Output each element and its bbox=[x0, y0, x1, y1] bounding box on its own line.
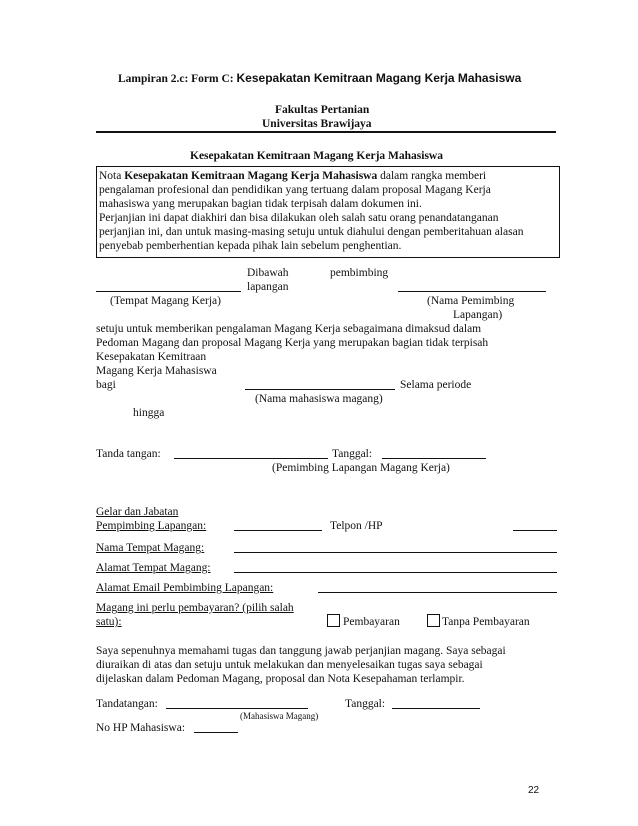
selama-periode-text: Selama periode bbox=[400, 379, 472, 391]
hp-mahasiswa-field[interactable] bbox=[194, 732, 238, 733]
nama-tempat-label: Nama Tempat Magang: bbox=[96, 542, 205, 554]
pembimbing-lapangan-label: Pempimbing Lapangan: bbox=[96, 520, 207, 532]
nama-pembimbing-field[interactable] bbox=[398, 291, 546, 292]
telpon-field[interactable] bbox=[513, 530, 557, 531]
dibawah-text: Dibawah bbox=[247, 267, 289, 279]
tanda-tangan-field[interactable] bbox=[174, 458, 328, 459]
pedoman-line: Pedoman Magang dan proposal Magang Kerja yang merupakan bagian tidak terpisah bbox=[96, 337, 489, 349]
tanpa-pembayaran-checkbox[interactable] bbox=[427, 614, 440, 627]
pembayaran-question-2: satu): bbox=[96, 616, 122, 628]
pembayaran-option-label: Pembayaran bbox=[343, 616, 400, 628]
kesepakatan-text: Kesepakatan Kemitraan bbox=[96, 351, 207, 363]
university-name: Universitas Brawijaya bbox=[262, 118, 372, 130]
tanggal-mahasiswa-label: Tanggal: bbox=[345, 698, 386, 710]
alamat-email-field[interactable] bbox=[318, 592, 557, 593]
nota-line-2: pengalaman profesional dan pendidikan yang tertuang dalam proposal Magang Kerja bbox=[99, 184, 491, 196]
magang-kerja-mahasiswa-text: Magang Kerja Mahasiswa bbox=[96, 365, 217, 377]
pembimbing-text: pembimbing bbox=[330, 267, 389, 279]
nota-line-1 bbox=[99, 169, 554, 183]
tanggal-mahasiswa-field[interactable] bbox=[392, 708, 480, 709]
statement-line-2: diuraikan di atas dan setuju untuk melakukan dan menyelesaikan tugas saya sebagai bbox=[96, 659, 483, 671]
pembimbing-signature-caption: (Pemimbing Lapangan Magang Kerja) bbox=[272, 462, 450, 474]
tandatangan-label: Tandatangan: bbox=[96, 698, 158, 710]
page-number: 22 bbox=[528, 785, 540, 796]
gelar-jabatan-field[interactable] bbox=[234, 530, 322, 531]
lapangan-caption: Lapangan) bbox=[453, 309, 503, 321]
hp-mahasiswa-label: No HP Mahasiswa: bbox=[96, 722, 186, 734]
nota-line-6: penyebab pemberhentian kepada pihak lain sebelum penghentian. bbox=[99, 240, 402, 252]
lapangan-text: lapangan bbox=[247, 281, 289, 293]
tempat-magang-caption: (Tempat Magang Kerja) bbox=[110, 295, 221, 307]
bagi-text: bagi bbox=[96, 379, 116, 391]
alamat-email-label: Alamat Email Pembimbing Lapangan: bbox=[96, 582, 274, 594]
hingga-text: hingga bbox=[133, 407, 165, 419]
form-prefix: Lampiran 2.c: Form C: bbox=[118, 73, 234, 85]
tanggal-label: Tanggal: bbox=[332, 448, 373, 460]
telpon-label: Telpon /HP bbox=[330, 520, 383, 532]
nama-mahasiswa-field[interactable] bbox=[245, 389, 395, 390]
header-divider bbox=[96, 131, 556, 133]
nama-pembimbing-caption: (Nama Pemimbing bbox=[427, 295, 515, 307]
nota-line-5: perjanjian ini, dan untuk masing-masing setuju untuk diahului dengan pemberitahuan alasan bbox=[99, 226, 524, 238]
section-title: Kesepakatan Kemitraan Magang Kerja Mahasiswa bbox=[190, 150, 443, 162]
tanpa-pembayaran-option-label: Tanpa Pembayaran bbox=[442, 616, 530, 628]
nota-line-3: mahasiswa yang merupakan bagian tidak terpisah dalam dokumen ini. bbox=[99, 198, 422, 210]
setuju-line: setuju untuk memberikan pengalaman Magang Kerja sebagaimana dimaksud dalam bbox=[96, 323, 482, 335]
alamat-tempat-label: Alamat Tempat Magang: bbox=[96, 562, 211, 574]
tandatangan-field[interactable] bbox=[166, 708, 308, 709]
nota-line1-end: dalam rangka memberi bbox=[377, 170, 487, 182]
alamat-tempat-field[interactable] bbox=[234, 572, 557, 573]
gelar-jabatan-label: Gelar dan Jabatan bbox=[96, 506, 179, 518]
tanggal-field[interactable] bbox=[382, 458, 486, 459]
form-heading bbox=[118, 71, 521, 86]
nota-program-name: Magang Kerja Mahasiswa bbox=[247, 170, 378, 182]
nama-tempat-field[interactable] bbox=[234, 552, 557, 553]
pembayaran-question-1: Magang ini perlu pembayaran? (pilih salah bbox=[96, 602, 294, 614]
form-title: Kesepakatan Kemitraan Magang Kerja Mahasiswa bbox=[236, 71, 522, 85]
nota-word: Nota bbox=[99, 170, 125, 182]
faculty-name: Fakultas Pertanian bbox=[275, 104, 370, 116]
statement-line-1: Saya sepenuhnya memahami tugas dan tanggung jawab perjanjian magang. Saya sebagai bbox=[96, 645, 506, 657]
nota-line-4: Perjanjian ini dapat diakhiri dan bisa dilakukan oleh salah satu orang penandatanganan bbox=[99, 212, 499, 224]
pembayaran-checkbox[interactable] bbox=[327, 614, 340, 627]
tempat-magang-field[interactable] bbox=[96, 291, 241, 292]
mahasiswa-signature-caption: (Mahasiswa Magang) bbox=[240, 711, 319, 721]
nama-mahasiswa-caption: (Nama mahasiswa magang) bbox=[255, 393, 383, 405]
nota-agreement-name: Kesepakatan Kemitraan bbox=[124, 170, 245, 182]
statement-line-3: dijelaskan dalam Pedoman Magang, proposal dan Nota Kesepahaman terlampir. bbox=[96, 673, 465, 685]
tanda-tangan-label: Tanda tangan: bbox=[96, 448, 161, 460]
